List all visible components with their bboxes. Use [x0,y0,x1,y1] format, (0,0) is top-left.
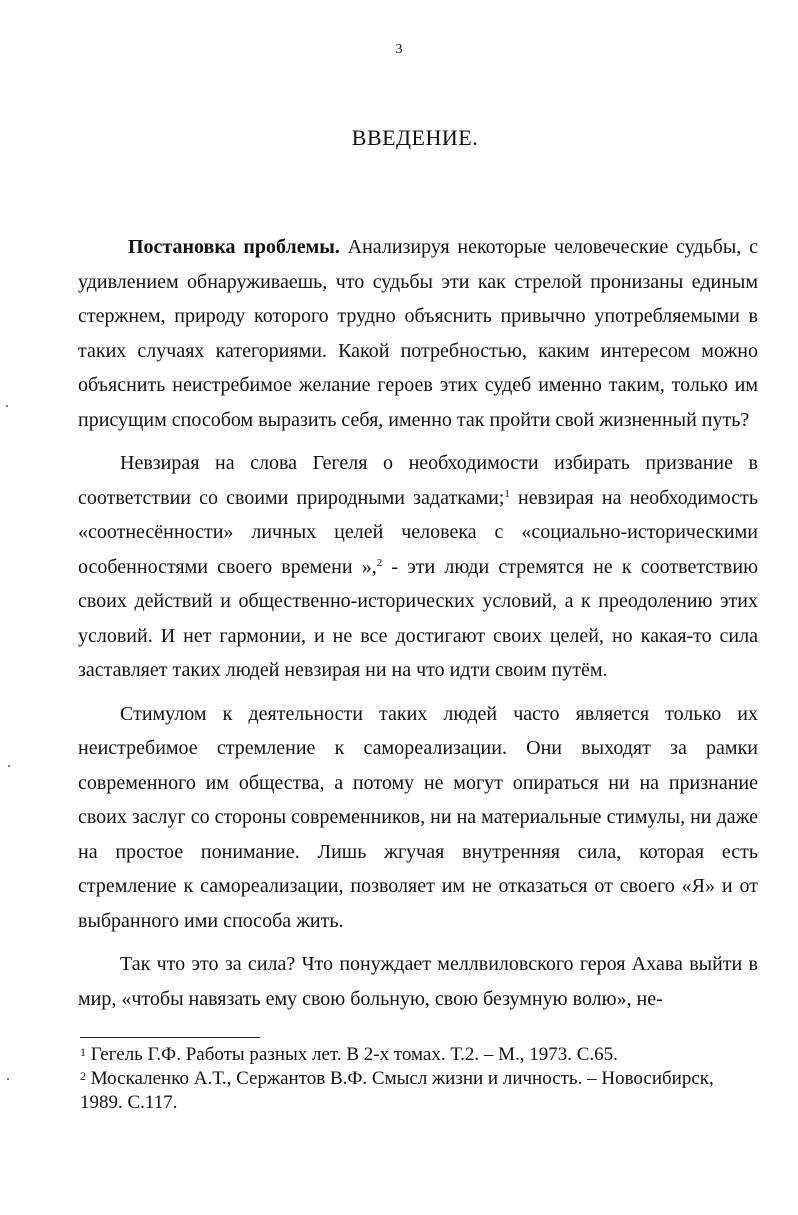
footnote-1-text: Гегель Г.Ф. Работы разных лет. В 2-х томах. Т.2. – М., 1973. С.65. [86,1044,618,1065]
footnote-marker-1: 1 [80,1045,86,1059]
footnote-ref-1[interactable]: 1 [504,487,510,500]
scan-speck [7,1078,9,1080]
scan-speck [8,765,10,767]
footnotes [80,1043,760,1115]
paragraph-1-text: Анализируя некоторые человеческие судьбы, с удивлением обнаруживаешь, что судьбы эти как стрелой пронизаны единым стержнем, природу которого трудно объяснить привычно употребляемыми в таких случаях категориями. Какой потребностью, каким интересом можно объяснить неистребимое желание героев этих судеб именно таким, только им присущим способом выразить себя, именно так пройти свой жизненный путь? [78,236,758,431]
page-number: 3 [395,42,403,57]
footnote-divider [80,1037,260,1038]
paragraph-2-part-a: Невзирая на слова Гегеля о необходимости избирать призвание в соответствии со своими природными задатками; [78,452,758,509]
scan-speck [6,405,8,407]
paragraph-3: Стимулом к деятельности таких людей часто является только их неистребимое стремление к самореализации. Они выходят за рамки современного им общества, а потому не могут опираться ни на признание своих заслуг со стороны современников, ни на материальные стимулы, ни даже на простое понимание. Лишь жгучая внутренняя сила, которая есть стремление к самореализации, позволяет им не отказаться от своего «Я» и от выбранного ими способа жить. [78,702,758,932]
paragraph-1 [78,230,758,437]
section-lead: Постановка проблемы. [128,236,340,258]
chapter-title: ВВЕДЕНИЕ. [351,125,479,150]
footnote-2 [80,1067,760,1115]
footnote-marker-2: 2 [80,1069,86,1083]
body-text [78,230,758,1025]
paragraph-4: Так что это за сила? Что понуждает меллвиловского героя Ахава выйти в мир, «чтобы навязать ему свою больную, свою безумную волю», не- [78,953,758,1010]
footnote-ref-2[interactable]: 2 [376,556,383,569]
footnote-2-text: Москаленко А.Т., Сержантов В.Ф. Смысл жизни и личность. – Новосибирск, 1989. С.117. [80,1068,714,1113]
paragraph-2-part-c: - эти люди стремятся не к соответствию своих действий и общественно-исторических условий, а к преодолению этих условий. И нет гармонии, и не все достигают своих целей, но какая-то сила заставляет таких людей невзирая ни на что идти своим путём. [78,555,759,681]
footnote-1 [80,1043,760,1067]
paragraph-2-part-b: невзирая на необходимость «соотнесённости» личных целей человека с «социально-историческими особенностями своего времени », [78,486,758,578]
paragraph-2 [78,446,758,688]
